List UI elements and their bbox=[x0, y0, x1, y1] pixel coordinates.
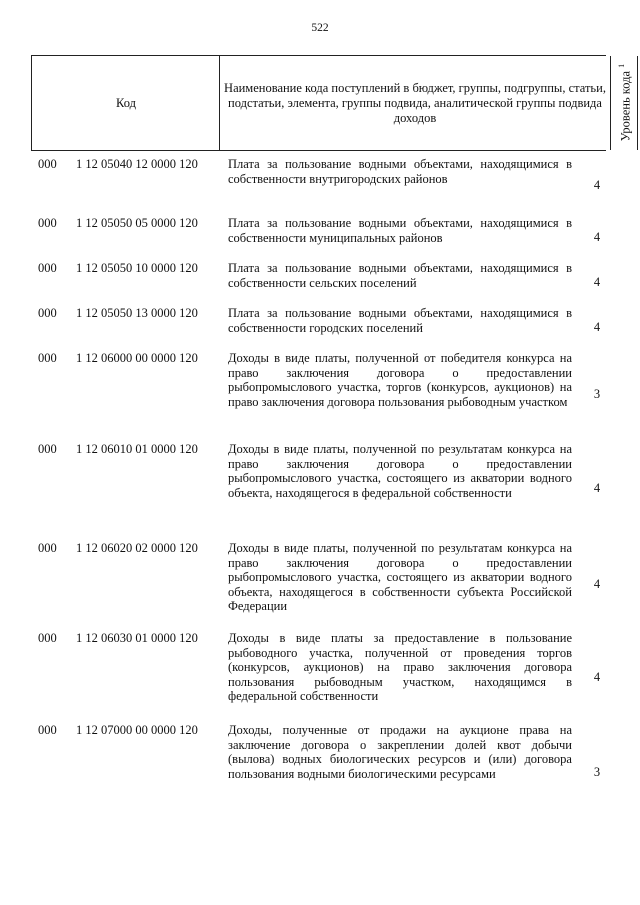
row-name: Доходы в виде платы за предоставление в пользование рыбоводного участка, полученной от проведения торгов (конкурсов, аукционов) на право заключения договора пользования рыбоводным участком, находящимся в федеральной собственности bbox=[228, 631, 572, 704]
row-code: 1 12 06030 01 0000 120 bbox=[76, 631, 198, 645]
row-code: 1 12 05050 13 0000 120 bbox=[76, 306, 198, 320]
header-code-cell bbox=[31, 56, 220, 150]
row-level: 4 bbox=[593, 670, 601, 684]
table-row bbox=[38, 442, 608, 517]
row-name: Доходы в виде платы, полученной по результатам конкурса на право заключения договора о предоставлении рыбопромыслового участка, состоящего из акватории водного объекта, находящегося в собственности субъекта Российской Федерации bbox=[228, 541, 572, 614]
row-level: 4 bbox=[593, 178, 601, 192]
row-prefix: 000 bbox=[38, 723, 57, 737]
table-row bbox=[38, 541, 608, 616]
row-name: Плата за пользование водными объектами, находящимися в собственности внутригородских районов bbox=[228, 157, 572, 186]
row-code: 1 12 06010 01 0000 120 bbox=[76, 442, 198, 456]
row-name: Плата за пользование водными объектами, находящимися в собственности муниципальных районов bbox=[228, 216, 572, 245]
row-name: Плата за пользование водными объектами, находящимися в собственности сельских поселений bbox=[228, 261, 572, 290]
row-level: 4 bbox=[593, 275, 601, 289]
row-prefix: 000 bbox=[38, 442, 57, 456]
header-level-footnote: 1 bbox=[617, 64, 627, 69]
row-level: 3 bbox=[593, 387, 601, 401]
table-row bbox=[38, 157, 608, 201]
row-level: 4 bbox=[593, 320, 601, 334]
row-name: Доходы в виде платы, полученной от победителя конкурса на право заключения договора о предоставлении рыбопромыслового участка, торгов (конкурсов, аукционов) на право заключения договора пользования рыбоводным участком bbox=[228, 351, 572, 409]
row-level: 4 bbox=[593, 481, 601, 495]
row-prefix: 000 bbox=[38, 541, 57, 555]
row-prefix: 000 bbox=[38, 631, 57, 645]
row-level: 4 bbox=[593, 577, 601, 591]
page-number: 522 bbox=[311, 22, 329, 34]
row-level: 3 bbox=[593, 765, 601, 779]
table-row bbox=[38, 351, 608, 426]
row-code: 1 12 07000 00 0000 120 bbox=[76, 723, 198, 737]
header-code-label: Код bbox=[116, 95, 136, 110]
row-prefix: 000 bbox=[38, 157, 57, 171]
row-name: Плата за пользование водными объектами, находящимися в собственности городских поселений bbox=[228, 306, 572, 335]
header-level-vertical bbox=[614, 64, 633, 142]
table-row bbox=[38, 306, 608, 336]
row-name: Доходы в виде платы, полученной по результатам конкурса на право заключения договора о предоставлении рыбопромыслового участка, состоящего из акватории водного объекта, находящегося в федеральной собственности bbox=[228, 442, 572, 500]
row-code: 1 12 06000 00 0000 120 bbox=[76, 351, 198, 365]
row-prefix: 000 bbox=[38, 306, 57, 320]
header-name-label: Наименование кода поступлений в бюджет, группы, подгруппы, статьи, подстатьи, элемента, группы подвида, аналитической группы подвида доходов bbox=[224, 80, 606, 125]
header-level-label: Уровень кода bbox=[618, 71, 633, 142]
row-name: Доходы, полученные от продажи на аукционе права на заключение договора о закреплении долей квот добычи (вылова) водных биологических ресурсов и (или) договора пользования водными биологическими ресурсами bbox=[228, 723, 572, 781]
table-row bbox=[38, 216, 608, 246]
table-row bbox=[38, 723, 608, 798]
row-code: 1 12 05040 12 0000 120 bbox=[76, 157, 198, 171]
table-row bbox=[38, 631, 608, 706]
row-code: 1 12 05050 10 0000 120 bbox=[76, 261, 198, 275]
header-level-cell bbox=[610, 56, 638, 150]
row-code: 1 12 05050 05 0000 120 bbox=[76, 216, 198, 230]
table-row bbox=[38, 261, 608, 291]
row-level: 4 bbox=[593, 230, 601, 244]
row-code: 1 12 06020 02 0000 120 bbox=[76, 541, 198, 555]
table-header bbox=[31, 55, 633, 151]
row-prefix: 000 bbox=[38, 351, 57, 365]
row-prefix: 000 bbox=[38, 261, 57, 275]
header-name-cell bbox=[219, 56, 610, 150]
row-prefix: 000 bbox=[38, 216, 57, 230]
